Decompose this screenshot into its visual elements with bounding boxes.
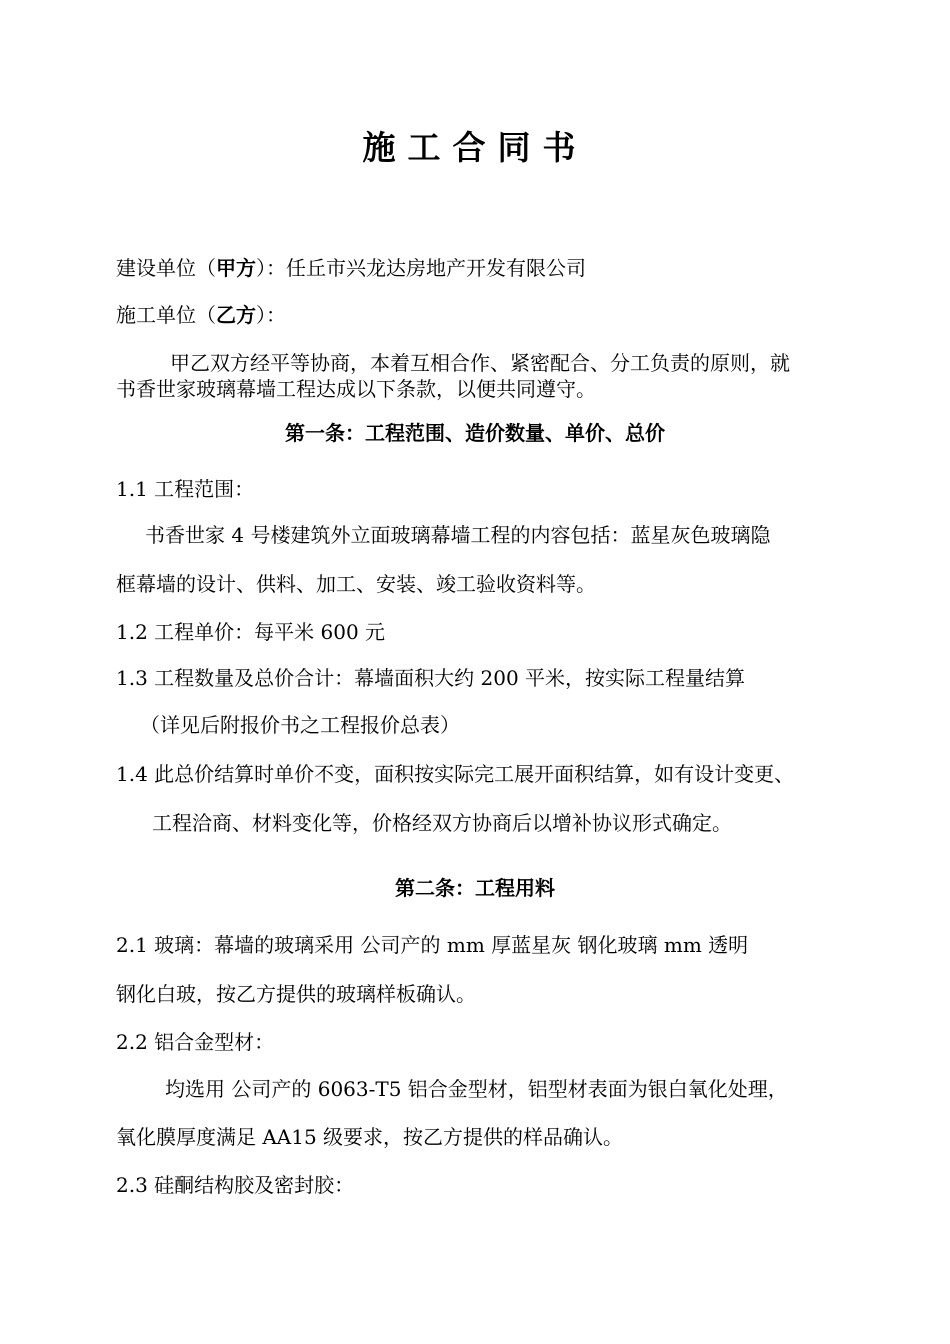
item-1-1-desc-line-1: 书香世家 4 号楼建筑外立面玻璃幕墙工程的内容包括：蓝星灰色玻璃隐: [145, 523, 771, 547]
item-2-2: 2.2 铝合金型材：: [116, 1030, 275, 1054]
item-1-1-desc-line-2: 框幕墙的设计、供料、加工、安装、竣工验收资料等。: [116, 572, 596, 596]
intro-line-2: 书香世家玻璃幕墙工程达成以下条款，以便共同遵守。: [116, 377, 596, 401]
item-1-3-line-1: 1.3 工程数量及总价合计：幕墙面积大约 200 平米，按实际工程量结算: [116, 666, 746, 690]
item-2-2-desc-line-2: 氧化膜厚度满足 AA15 级要求，按乙方提供的样品确认。: [116, 1125, 624, 1149]
document-title: 施工合同书: [362, 128, 588, 167]
party-b-line: [116, 303, 286, 327]
item-1-1: 1.1 工程范围：: [116, 477, 255, 501]
item-2-1-line-1: 2.1 玻璃：幕墙的玻璃采用 公司产的 mm 厚蓝星灰 钢化玻璃 mm 透明: [116, 933, 749, 957]
party-b-suffix: ）：: [256, 303, 286, 327]
item-2-1-line-2: 钢化白玻，按乙方提供的玻璃样板确认。: [116, 982, 476, 1006]
item-1-2: 1.2 工程单价：每平米 600 元: [116, 620, 386, 644]
item-1-4-line-1: 1.4 此总价结算时单价不变，面积按实际完工展开面积结算，如有设计变更、: [116, 762, 795, 786]
item-2-3: 2.3 硅酮结构胶及密封胶：: [116, 1173, 355, 1197]
party-b-prefix: 施工单位（: [116, 303, 216, 327]
party-a-line: [116, 256, 586, 280]
intro-line-1: 甲乙双方经平等协商，本着互相合作、紧密配合、分工负责的原则，就: [170, 351, 790, 375]
article-2-heading: 第二条：工程用料: [395, 876, 555, 900]
item-2-2-desc-line-1: 均选用 公司产的 6063-T5 铝合金型材，铝型材表面为银白氧化处理，: [165, 1077, 788, 1101]
party-a-name: 任丘市兴龙达房地产开发有限公司: [286, 256, 586, 280]
party-b-role: 乙方: [216, 303, 256, 327]
party-a-role: 甲方: [216, 256, 256, 280]
article-1-heading: 第一条：工程范围、造价数量、单价、总价: [285, 421, 665, 445]
item-1-4-line-2: 工程洽商、材料变化等，价格经双方协商后以增补协议形式确定。: [152, 811, 732, 835]
party-a-prefix: 建设单位（: [116, 256, 216, 280]
item-1-3-line-2: （详见后附报价书之工程报价总表）: [140, 713, 460, 737]
party-a-suffix: ）：: [256, 256, 286, 280]
